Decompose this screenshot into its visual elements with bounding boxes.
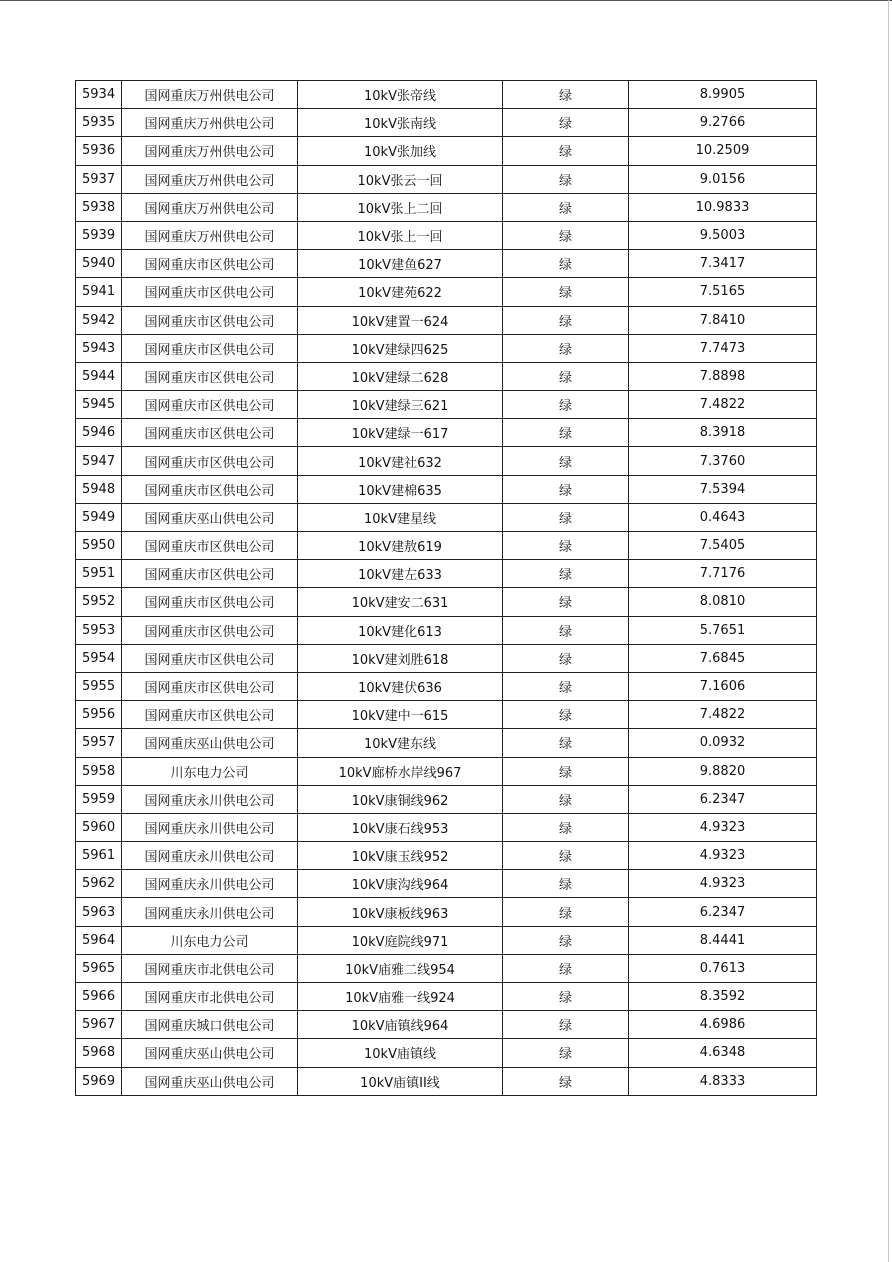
value-cell: 4.9323	[629, 842, 817, 870]
company-cell: 国网重庆市区供电公司	[122, 362, 298, 390]
row-id-cell: 5952	[76, 588, 122, 616]
table-row	[76, 870, 817, 898]
status-cell: 绿	[503, 701, 629, 729]
status-cell: 绿	[503, 672, 629, 700]
status-cell: 绿	[503, 391, 629, 419]
table-row	[76, 391, 817, 419]
table-body	[76, 81, 817, 1096]
status-cell: 绿	[503, 954, 629, 982]
right-border-line	[888, 0, 889, 1262]
line-name-cell: 10kV廊桥水岸线967	[298, 757, 503, 785]
table-row	[76, 842, 817, 870]
line-name-cell: 10kV建置一624	[298, 306, 503, 334]
table-row	[76, 954, 817, 982]
status-cell: 绿	[503, 193, 629, 221]
value-cell: 4.6986	[629, 1011, 817, 1039]
row-id-cell: 5965	[76, 954, 122, 982]
row-id-cell: 5939	[76, 221, 122, 249]
line-name-cell: 10kV建东线	[298, 729, 503, 757]
company-cell: 国网重庆城口供电公司	[122, 1011, 298, 1039]
status-cell: 绿	[503, 137, 629, 165]
row-id-cell: 5969	[76, 1067, 122, 1095]
table-row	[76, 588, 817, 616]
value-cell: 7.4822	[629, 701, 817, 729]
row-id-cell: 5966	[76, 983, 122, 1011]
row-id-cell: 5940	[76, 250, 122, 278]
table-row	[76, 419, 817, 447]
row-id-cell: 5962	[76, 870, 122, 898]
company-cell: 国网重庆万州供电公司	[122, 165, 298, 193]
row-id-cell: 5960	[76, 813, 122, 841]
table-row	[76, 983, 817, 1011]
value-cell: 8.3592	[629, 983, 817, 1011]
row-id-cell: 5951	[76, 560, 122, 588]
line-name-cell: 10kV康石线953	[298, 813, 503, 841]
company-cell: 国网重庆市区供电公司	[122, 475, 298, 503]
company-cell: 国网重庆市区供电公司	[122, 391, 298, 419]
value-cell: 5.7651	[629, 616, 817, 644]
line-name-cell: 10kV建星线	[298, 503, 503, 531]
company-cell: 国网重庆巫山供电公司	[122, 729, 298, 757]
status-cell: 绿	[503, 842, 629, 870]
value-cell: 7.7473	[629, 334, 817, 362]
table-row	[76, 334, 817, 362]
status-cell: 绿	[503, 532, 629, 560]
value-cell: 8.9905	[629, 81, 817, 109]
table-row	[76, 137, 817, 165]
status-cell: 绿	[503, 1039, 629, 1067]
status-cell: 绿	[503, 475, 629, 503]
status-cell: 绿	[503, 616, 629, 644]
row-id-cell: 5955	[76, 672, 122, 700]
status-cell: 绿	[503, 109, 629, 137]
line-name-cell: 10kV建苑622	[298, 278, 503, 306]
row-id-cell: 5936	[76, 137, 122, 165]
line-name-cell: 10kV张南线	[298, 109, 503, 137]
value-cell: 7.8898	[629, 362, 817, 390]
table-row	[76, 672, 817, 700]
status-cell: 绿	[503, 419, 629, 447]
status-cell: 绿	[503, 983, 629, 1011]
line-name-cell: 10kV建鱼627	[298, 250, 503, 278]
line-name-cell: 10kV康铜线962	[298, 785, 503, 813]
value-cell: 4.6348	[629, 1039, 817, 1067]
value-cell: 8.4441	[629, 926, 817, 954]
value-cell: 7.1606	[629, 672, 817, 700]
status-cell: 绿	[503, 221, 629, 249]
status-cell: 绿	[503, 165, 629, 193]
value-cell: 7.8410	[629, 306, 817, 334]
row-id-cell: 5941	[76, 278, 122, 306]
line-name-cell: 10kV张加线	[298, 137, 503, 165]
row-id-cell: 5950	[76, 532, 122, 560]
line-name-cell: 10kV庭院线971	[298, 926, 503, 954]
row-id-cell: 5944	[76, 362, 122, 390]
line-name-cell: 10kV庙雅一线924	[298, 983, 503, 1011]
status-cell: 绿	[503, 250, 629, 278]
value-cell: 7.3760	[629, 447, 817, 475]
row-id-cell: 5963	[76, 898, 122, 926]
company-cell: 国网重庆巫山供电公司	[122, 503, 298, 531]
table-row	[76, 447, 817, 475]
data-table	[75, 80, 817, 1096]
value-cell: 10.9833	[629, 193, 817, 221]
line-name-cell: 10kV张云一回	[298, 165, 503, 193]
status-cell: 绿	[503, 926, 629, 954]
company-cell: 国网重庆市区供电公司	[122, 419, 298, 447]
table-row	[76, 503, 817, 531]
row-id-cell: 5949	[76, 503, 122, 531]
value-cell: 7.6845	[629, 644, 817, 672]
company-cell: 国网重庆市区供电公司	[122, 588, 298, 616]
table-row	[76, 165, 817, 193]
table-row	[76, 560, 817, 588]
value-cell: 0.4643	[629, 503, 817, 531]
company-cell: 国网重庆永川供电公司	[122, 842, 298, 870]
status-cell: 绿	[503, 306, 629, 334]
value-cell: 8.3918	[629, 419, 817, 447]
table-row	[76, 757, 817, 785]
line-name-cell: 10kV庙镇线964	[298, 1011, 503, 1039]
row-id-cell: 5957	[76, 729, 122, 757]
status-cell: 绿	[503, 1011, 629, 1039]
table-row	[76, 729, 817, 757]
row-id-cell: 5961	[76, 842, 122, 870]
line-name-cell: 10kV康板线963	[298, 898, 503, 926]
status-cell: 绿	[503, 785, 629, 813]
table-row	[76, 813, 817, 841]
top-border-line	[0, 0, 892, 1]
value-cell: 6.2347	[629, 785, 817, 813]
company-cell: 国网重庆市区供电公司	[122, 278, 298, 306]
status-cell: 绿	[503, 729, 629, 757]
value-cell: 6.2347	[629, 898, 817, 926]
value-cell: 9.8820	[629, 757, 817, 785]
row-id-cell: 5935	[76, 109, 122, 137]
table-row	[76, 1039, 817, 1067]
line-name-cell: 10kV建绿四625	[298, 334, 503, 362]
line-name-cell: 10kV建社632	[298, 447, 503, 475]
line-name-cell: 10kV建化613	[298, 616, 503, 644]
table-row	[76, 1011, 817, 1039]
status-cell: 绿	[503, 898, 629, 926]
value-cell: 9.0156	[629, 165, 817, 193]
status-cell: 绿	[503, 757, 629, 785]
row-id-cell: 5947	[76, 447, 122, 475]
status-cell: 绿	[503, 588, 629, 616]
company-cell: 国网重庆永川供电公司	[122, 898, 298, 926]
status-cell: 绿	[503, 503, 629, 531]
value-cell: 8.0810	[629, 588, 817, 616]
status-cell: 绿	[503, 81, 629, 109]
status-cell: 绿	[503, 560, 629, 588]
company-cell: 国网重庆市北供电公司	[122, 954, 298, 982]
line-name-cell: 10kV建绿一617	[298, 419, 503, 447]
status-cell: 绿	[503, 278, 629, 306]
value-cell: 0.0932	[629, 729, 817, 757]
status-cell: 绿	[503, 334, 629, 362]
value-cell: 7.5405	[629, 532, 817, 560]
table-row	[76, 193, 817, 221]
value-cell: 4.9323	[629, 870, 817, 898]
table-row	[76, 898, 817, 926]
table-row	[76, 926, 817, 954]
row-id-cell: 5948	[76, 475, 122, 503]
row-id-cell: 5945	[76, 391, 122, 419]
row-id-cell: 5959	[76, 785, 122, 813]
value-cell: 7.3417	[629, 250, 817, 278]
table-row	[76, 362, 817, 390]
line-name-cell: 10kV张帝线	[298, 81, 503, 109]
line-name-cell: 10kV庙雅二线954	[298, 954, 503, 982]
line-name-cell: 10kV张上一回	[298, 221, 503, 249]
value-cell: 9.5003	[629, 221, 817, 249]
status-cell: 绿	[503, 644, 629, 672]
value-cell: 10.2509	[629, 137, 817, 165]
row-id-cell: 5956	[76, 701, 122, 729]
table-row	[76, 532, 817, 560]
company-cell: 国网重庆市区供电公司	[122, 644, 298, 672]
row-id-cell: 5967	[76, 1011, 122, 1039]
line-name-cell: 10kV建绿三621	[298, 391, 503, 419]
table-row	[76, 475, 817, 503]
table-row	[76, 81, 817, 109]
row-id-cell: 5938	[76, 193, 122, 221]
line-name-cell: 10kV建左633	[298, 560, 503, 588]
table-row	[76, 109, 817, 137]
value-cell: 0.7613	[629, 954, 817, 982]
table-row	[76, 644, 817, 672]
row-id-cell: 5943	[76, 334, 122, 362]
row-id-cell: 5946	[76, 419, 122, 447]
value-cell: 7.4822	[629, 391, 817, 419]
row-id-cell: 5942	[76, 306, 122, 334]
company-cell: 国网重庆市区供电公司	[122, 250, 298, 278]
status-cell: 绿	[503, 362, 629, 390]
company-cell: 国网重庆万州供电公司	[122, 193, 298, 221]
row-id-cell: 5954	[76, 644, 122, 672]
company-cell: 国网重庆市北供电公司	[122, 983, 298, 1011]
status-cell: 绿	[503, 447, 629, 475]
row-id-cell: 5964	[76, 926, 122, 954]
value-cell: 4.9323	[629, 813, 817, 841]
line-name-cell: 10kV建敖619	[298, 532, 503, 560]
company-cell: 川东电力公司	[122, 926, 298, 954]
company-cell: 川东电力公司	[122, 757, 298, 785]
table-row	[76, 701, 817, 729]
value-cell: 7.7176	[629, 560, 817, 588]
line-name-cell: 10kV康沟线964	[298, 870, 503, 898]
line-name-cell: 10kV建刘胜618	[298, 644, 503, 672]
company-cell: 国网重庆市区供电公司	[122, 672, 298, 700]
company-cell: 国网重庆市区供电公司	[122, 532, 298, 560]
company-cell: 国网重庆永川供电公司	[122, 870, 298, 898]
line-name-cell: 10kV建伏636	[298, 672, 503, 700]
company-cell: 国网重庆永川供电公司	[122, 785, 298, 813]
row-id-cell: 5937	[76, 165, 122, 193]
row-id-cell: 5934	[76, 81, 122, 109]
row-id-cell: 5958	[76, 757, 122, 785]
status-cell: 绿	[503, 813, 629, 841]
company-cell: 国网重庆万州供电公司	[122, 137, 298, 165]
table-row	[76, 250, 817, 278]
value-cell: 7.5394	[629, 475, 817, 503]
status-cell: 绿	[503, 1067, 629, 1095]
table-row	[76, 278, 817, 306]
table-row	[76, 785, 817, 813]
company-cell: 国网重庆市区供电公司	[122, 447, 298, 475]
value-cell: 9.2766	[629, 109, 817, 137]
line-name-cell: 10kV康玉线952	[298, 842, 503, 870]
company-cell: 国网重庆永川供电公司	[122, 813, 298, 841]
company-cell: 国网重庆市区供电公司	[122, 560, 298, 588]
line-name-cell: 10kV庙镇线	[298, 1039, 503, 1067]
company-cell: 国网重庆巫山供电公司	[122, 1039, 298, 1067]
table-row	[76, 1067, 817, 1095]
line-name-cell: 10kV建棉635	[298, 475, 503, 503]
table-row	[76, 306, 817, 334]
value-cell: 4.8333	[629, 1067, 817, 1095]
line-name-cell: 10kV建绿二628	[298, 362, 503, 390]
company-cell: 国网重庆市区供电公司	[122, 701, 298, 729]
line-name-cell: 10kV建安二631	[298, 588, 503, 616]
line-name-cell: 10kV张上二回	[298, 193, 503, 221]
line-name-cell: 10kV建中一615	[298, 701, 503, 729]
company-cell: 国网重庆市区供电公司	[122, 306, 298, 334]
line-name-cell: 10kV庙镇II线	[298, 1067, 503, 1095]
company-cell: 国网重庆市区供电公司	[122, 616, 298, 644]
value-cell: 7.5165	[629, 278, 817, 306]
company-cell: 国网重庆巫山供电公司	[122, 1067, 298, 1095]
company-cell: 国网重庆万州供电公司	[122, 109, 298, 137]
status-cell: 绿	[503, 870, 629, 898]
row-id-cell: 5968	[76, 1039, 122, 1067]
table-row	[76, 221, 817, 249]
company-cell: 国网重庆市区供电公司	[122, 334, 298, 362]
company-cell: 国网重庆万州供电公司	[122, 221, 298, 249]
table-row	[76, 616, 817, 644]
company-cell: 国网重庆万州供电公司	[122, 81, 298, 109]
row-id-cell: 5953	[76, 616, 122, 644]
